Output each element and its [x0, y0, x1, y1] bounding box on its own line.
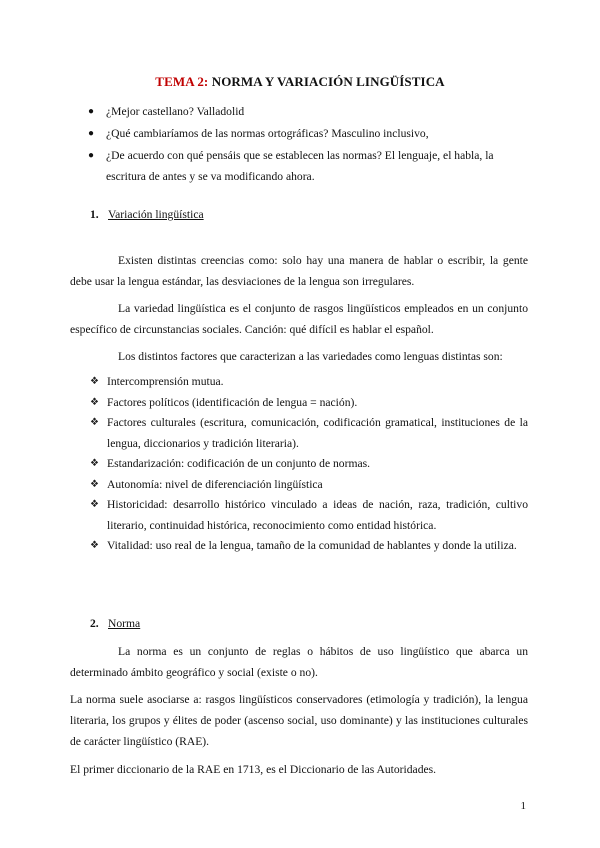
- bullet-icon: ●: [88, 150, 95, 161]
- diamond-bullet-icon: ❖: [90, 458, 99, 469]
- list-item: ● ¿Mejor castellano? Valladolid: [88, 101, 528, 122]
- paragraph: La norma es un conjunto de reglas o hábitos de uso lingüístico que abarca un determinado ámbito geográfico y social (existe o no).: [70, 645, 528, 679]
- section-title: Variación lingüística: [108, 208, 204, 221]
- list-item: ❖ Factores culturales (escritura, comunicación, codificación gramatical, instituciones de la lengua, diccionarios y tradición literaria).: [90, 413, 528, 454]
- list-item: ❖ Estandarización: codificación de un conjunto de normas.: [90, 454, 528, 475]
- list-item: ❖ Intercomprensión mutua.: [90, 372, 528, 393]
- factors-list: [90, 372, 528, 557]
- diamond-bullet-icon: ❖: [90, 478, 99, 490]
- diamond-bullet-icon: ❖: [90, 396, 99, 408]
- paragraph: Los distintos factores que caracterizan a las variedades como lenguas distintas son:: [118, 350, 503, 363]
- list-item: ● ¿Qué cambiaríamos de las normas ortográficas? Masculino inclusivo,: [88, 123, 528, 144]
- list-item: ❖ Vitalidad: uso real de la lengua, tamaño de la comunidad de hablantes y donde la utiliza.: [90, 536, 528, 557]
- diamond-bullet-icon: ❖: [90, 376, 99, 387]
- title-topic-label: TEMA 2:: [155, 74, 209, 89]
- section-heading-2: [90, 617, 140, 630]
- diamond-bullet-icon: ❖: [90, 417, 99, 428]
- section-number: 2.: [90, 617, 99, 630]
- list-item: ❖ Historicidad: desarrollo histórico vinculado a ideas de nación, raza, tradición, cultivo literario, continuidad histórica, reconocimiento como entidad histórica.: [90, 495, 528, 536]
- list-item: ● ¿De acuerdo con qué pensáis que se establecen las normas? El lenguaje, el habla, la escritura de antes y se va modificando ahora.: [88, 145, 528, 187]
- intro-bullet-list: [88, 101, 528, 188]
- section-heading-1: [90, 208, 204, 221]
- section-number: 1.: [90, 208, 99, 221]
- title-text: NORMA Y VARIACIÓN LINGÜÍSTICA: [208, 74, 445, 89]
- bullet-icon: ●: [88, 106, 95, 117]
- list-item: ❖ Factores políticos (identificación de lengua = nación).: [90, 393, 528, 414]
- paragraph: Existen distintas creencias como: solo hay una manera de hablar o escribir, la gente debe usar la lengua estándar, las desviaciones de la lengua son irregulares.: [70, 254, 528, 288]
- paragraph: La variedad lingüística es el conjunto de rasgos lingüísticos empleados en un conjunto específico de circunstancias sociales. Canción: qué difícil es hablar el español.: [70, 302, 528, 336]
- section-title: Norma: [108, 617, 141, 630]
- bullet-icon: ●: [88, 128, 95, 139]
- list-item: ❖ Autonomía: nivel de diferenciación lingüística: [90, 475, 528, 496]
- page-number: 1: [520, 800, 526, 812]
- paragraph: El primer diccionario de la RAE en 1713, es el Diccionario de las Autoridades.: [70, 763, 437, 776]
- diamond-bullet-icon: ❖: [90, 499, 99, 510]
- diamond-bullet-icon: ❖: [90, 540, 99, 551]
- paragraph: La norma suele asociarse a: rasgos lingüísticos conservadores (etimología y tradición), la lengua literaria, los grupos y élites de poder (ascenso social, uso dominante) y las instituciones culturales de carácter lingüístico (RAE).: [70, 693, 528, 748]
- page-title: [0, 74, 600, 90]
